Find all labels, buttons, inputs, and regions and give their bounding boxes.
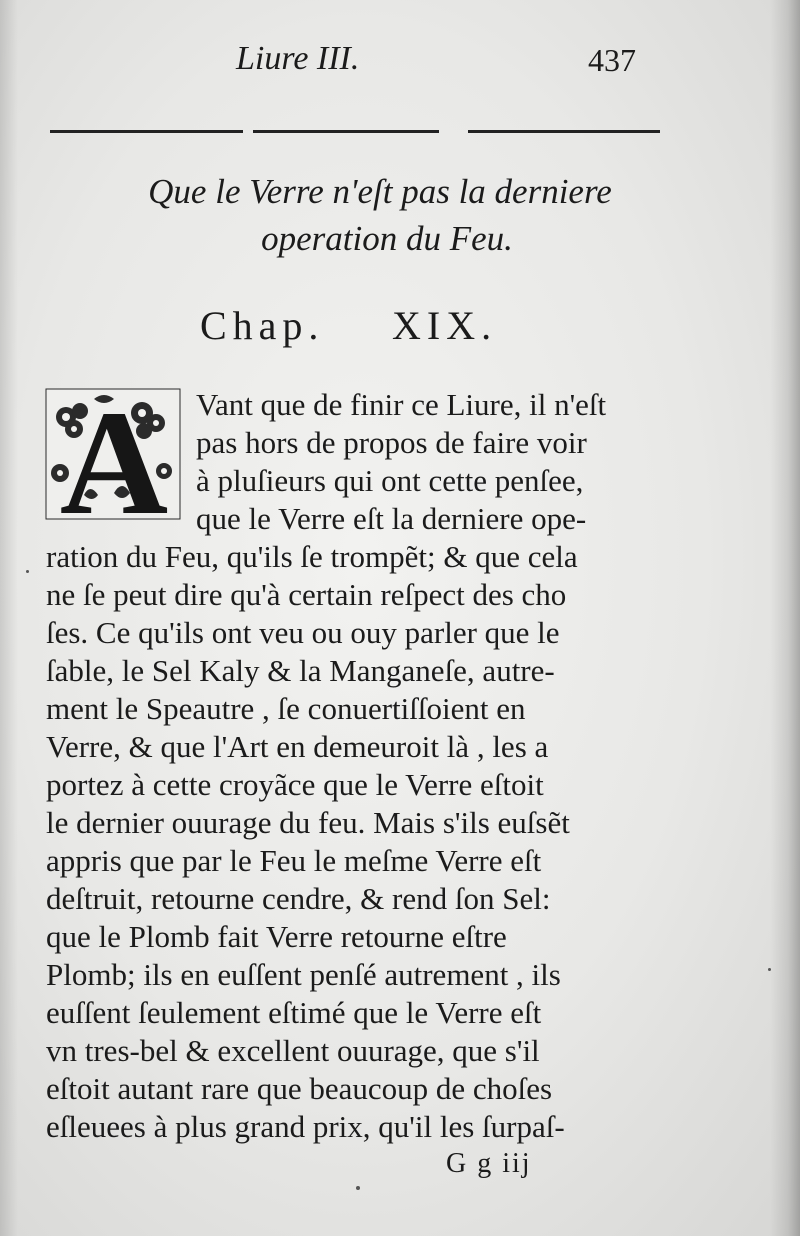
rule-middle — [253, 130, 439, 133]
running-head — [0, 40, 800, 90]
text-line: Verre, & que l'Art en demeuroit là , les a — [46, 729, 549, 764]
rule-right — [468, 130, 660, 133]
text-line: euſſent ſeulement eſtimé que le Verre eſt — [46, 995, 542, 1030]
text-line: pas hors de propos de faire voir — [196, 425, 587, 460]
ink-speck — [26, 570, 29, 573]
text-line: que le Plomb fait Verre retourne eſtre — [46, 919, 507, 954]
chapter-word: Chap. — [200, 303, 325, 348]
ink-speck — [356, 1186, 360, 1190]
chapter-number: XIX. — [392, 303, 498, 348]
decorated-initial — [44, 385, 184, 525]
text-line: le dernier ouurage du feu. Mais s'ils euſsẽt — [46, 805, 570, 840]
heading-line-1: Que le Verre n'eſt pas la derniere — [148, 172, 612, 211]
ink-speck — [768, 968, 771, 971]
heading-line-2: operation du Feu. — [261, 219, 513, 258]
text-line: eſtoit autant rare que beaucoup de choſes — [46, 1071, 553, 1106]
text-line: ration du Feu, qu'ils ſe trompẽt; & que cela — [46, 539, 578, 574]
chapter-heading — [60, 168, 700, 262]
page-number: 437 — [588, 42, 636, 78]
text-line: appris que par le Feu le meſme Verre eſt — [46, 843, 542, 878]
running-head-title: Liure III. — [236, 40, 360, 77]
text-line: à pluſieurs qui ont cette penſee, — [196, 463, 584, 498]
text-line: eſleuees à plus grand prix, qu'il les ſurpaſ- — [46, 1109, 565, 1144]
text-line: Vant que de finir ce Liure, il n'eſt — [196, 387, 607, 422]
text-line: ſes. Ce qu'ils ont veu ou ouy parler que le — [46, 615, 560, 650]
rule-left — [50, 130, 243, 133]
text-line: Plomb; ils en euſſent penſé autrement , ils — [46, 957, 561, 992]
text-line: portez à cette croyãce que le Verre eſtoit — [46, 767, 544, 802]
floral-initial-icon — [44, 385, 184, 525]
text-line: deſtruit, retourne cendre, & rend ſon Sel: — [46, 881, 551, 916]
text-line: ment le Speautre , ſe conuertiſſoient en — [46, 691, 526, 726]
page-shadow-right — [770, 0, 800, 1236]
drop-cap-letter: A — [59, 385, 169, 525]
catchword: G g iij — [446, 1148, 532, 1179]
chapter-label — [0, 302, 700, 352]
text-line: que le Verre eſt la derniere ope- — [196, 501, 587, 536]
header-rules — [50, 130, 660, 136]
text-line: vn tres-bel & excellent ouurage, que s'il — [46, 1033, 540, 1068]
text-line: ſable, le Sel Kaly & la Manganeſe, autre- — [46, 653, 555, 688]
text-line: ne ſe peut dire qu'à certain reſpect des cho — [46, 577, 567, 612]
page-shadow-left — [0, 0, 18, 1236]
